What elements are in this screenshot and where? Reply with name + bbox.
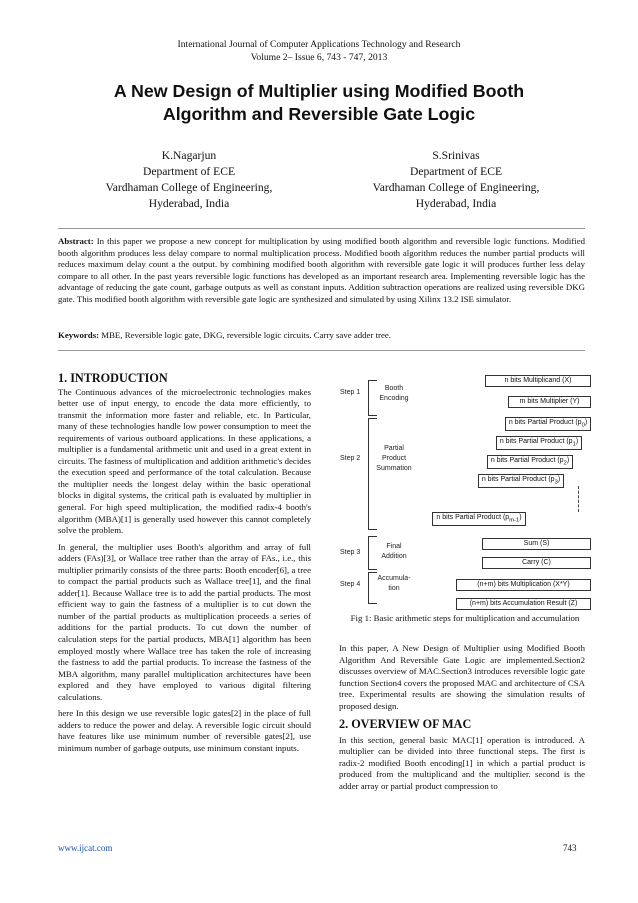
- keywords-text: MBE, Reversible logic gate, DKG, reversible logic circuits. Carry save adder tree.: [99, 330, 391, 340]
- journal-volume: Volume 2– Issue 6, 743 - 747, 2013: [250, 52, 388, 63]
- pp-suffix: ): [566, 457, 570, 464]
- paragraph: here In this design we use reversible logic gates[2] in the place of full adders to reduce the power and delay. A reversible logic circuit should have features like use minimum number of reversible gates[2], use minimum number of garbage outputs, use minimum constant inputs.: [58, 708, 311, 753]
- paragraph: In this section, general basic MAC[1] operation is introduced. A multiplier can be divided into three functional steps. The first is radix-2 modified Booth encoding[1] in which a partial product is produced from the multiplicand and the multiplier. second is the adder array or partial product compression to: [339, 734, 585, 792]
- step-label: Step 3: [340, 549, 361, 556]
- author-college: Vardhaman College of Engineering,: [105, 181, 273, 194]
- pp-sub: 2: [563, 460, 567, 467]
- continuation-dashes: [578, 486, 579, 512]
- partial-product-box-last: [432, 512, 526, 526]
- author-city: Hyderabad, India: [415, 197, 497, 210]
- author-1: [54, 148, 324, 212]
- keywords: [58, 330, 585, 342]
- stage-partial-product-summation: Partial Product Summation: [376, 445, 412, 472]
- sum-box: Sum (S): [482, 538, 591, 550]
- divider: [58, 228, 585, 229]
- section-heading-introduction: 1. INTRODUCTION: [58, 371, 168, 385]
- abstract-text: In this paper we propose a new concept for multiplication by using modified booth algorithm and reversible logic functions. Modified booth algorithm produces less delay compare to normal multiplication process. Modified booth algorithm reduces the number partial products will reduces maximum delay count a the output. by combining modified booth algorithm with reversible gate logic it will produces further less delay compare to all other. In the past years reversible logic functions has developed as an important research area. Implementing reversible logic has the advantage of reducing the gate count, garbage outputs as well as constant inputs. Addition subtraction operations are realized using reversible DKG gate. This modified booth algorithm with reversible gate logic are synthesized and simulated by using Xilinx 13.2 ISE simulator.: [58, 236, 585, 304]
- pp-sub: 0: [581, 422, 585, 429]
- partial-product-box-0: [505, 417, 591, 431]
- author-college: Vardhaman College of Engineering,: [372, 181, 540, 194]
- pp-prefix: n bits Partial Product (p: [490, 457, 564, 464]
- paper-title: [60, 80, 578, 126]
- footer-url[interactable]: www.ijcat.com: [58, 843, 113, 853]
- figure-1-diagram: [330, 368, 590, 608]
- pp-prefix: n bits Partial Product (p: [436, 514, 510, 521]
- bracket: [368, 418, 377, 530]
- pp-sub: m-1: [509, 517, 520, 524]
- author-city: Hyderabad, India: [148, 197, 230, 210]
- right-column: [339, 643, 585, 798]
- author-2: [321, 148, 591, 212]
- pp-prefix: n bits Partial Product (p: [499, 438, 573, 445]
- pp-sub: 3: [554, 479, 558, 486]
- figure-caption: Fig 1: Basic arithmetic steps for multiplication and accumulation: [350, 613, 580, 623]
- pp-prefix: n bits Partial Product (p: [508, 419, 582, 426]
- step-label: Step 4: [340, 581, 361, 588]
- partial-product-box-3: [478, 474, 564, 488]
- paper-title-line1: A New Design of Multiplier using Modified Booth: [113, 81, 525, 101]
- keywords-label: Keywords:: [58, 330, 100, 340]
- page-number: 743: [563, 843, 577, 853]
- multiplicand-box: n bits Multiplicand (X): [485, 375, 591, 387]
- step-label: Step 2: [340, 455, 361, 462]
- author-name: S.Srinivas: [432, 149, 480, 162]
- pp-suffix: ): [575, 438, 579, 445]
- paper-title-line2: Algorithm and Reversible Gate Logic: [162, 104, 476, 124]
- paragraph: In general, the multiplier uses Booth's algorithm and array of full adders (FAs)[3], or Wallace tree rather than the array of FAs., i.e., this multiplier primarily consists of the three parts: Booth encoder[6], a tree to compact the partial products such as Wallace tree[1], and the final adder[1]. Because Wallace tree is to add the partial products. The most efficient way to gain the fastness of a multiplier is to cut down the number of the partial products as multiplication proceeds a series of additions for the partial products. To cut down the number of calculation steps for the partial products, MBA[1] algorithm has been employed mostly where Wallace tree has taken the role of increasing the fastness to add the partial products. To increase the fastness of the MBA algorithm, many parallel multiplication architectures have been explored and they have employed to various digital filtering calculations.: [58, 541, 311, 702]
- divider: [58, 350, 585, 351]
- pp-prefix: n bits Partial Product (p: [481, 476, 555, 483]
- pp-suffix: ): [519, 514, 522, 521]
- journal-header: [0, 38, 638, 64]
- multiplier-box: m bits Multiplier (Y): [508, 396, 591, 408]
- journal-title: International Journal of Computer Applications Technology and Research: [177, 39, 461, 50]
- stage-final-addition: Final Addition: [381, 543, 407, 560]
- multiplication-result-box: (n+m) bits Multiplication (X*Y): [456, 579, 591, 591]
- pp-suffix: ): [557, 476, 561, 483]
- author-dept: Department of ECE: [142, 165, 236, 178]
- partial-product-box-1: [496, 436, 582, 450]
- stage-booth-encoding: Booth Encoding: [379, 385, 409, 402]
- author-name: K.Nagarjun: [161, 149, 217, 162]
- section-heading-overview: 2. OVERVIEW OF MAC: [339, 717, 472, 732]
- author-dept: Department of ECE: [409, 165, 503, 178]
- partial-product-box-2: [487, 455, 573, 469]
- carry-box: Carry (C): [482, 557, 591, 569]
- accumulation-result-box: (n+m) bits Accumulation Result (Z): [456, 598, 591, 610]
- paragraph: In this paper, A New Design of Multiplier using Modified Booth Algorithm And Reversible Gate Logic are implemented.Section2 discusses overview of MAC.Section3 introduces reversible logic gate function Section4 covers the proposed MAC and architecture of CSA tree. Experimental results are showing the simulation results of proposed design.: [339, 643, 585, 711]
- abstract-label: Abstract:: [58, 236, 94, 246]
- left-column: [58, 373, 311, 760]
- abstract: [58, 236, 585, 306]
- step-label: Step 1: [340, 389, 361, 396]
- pp-sub: 1: [572, 441, 576, 448]
- stage-accumulation: Accumula- tion: [377, 575, 411, 592]
- pp-suffix: ): [584, 419, 588, 426]
- paragraph: The Continuous advances of the microelectronic technologies makes better use of input energy, to encode the data more efficiently, to transmit the information more faster and reliable, etc. In Particular, many of these technologies handle low power consumption to meet the requirements of various outboard applications. In these applications, a multiplier is a fundamental arithmetic unit and used in a great extent in circuits. The fastness of multiplication and addition arithmetic's decides the execution speed and performance of the total calculation. Because the multiplier needs the longest delay within the basic operational blocks in digital systems, the critical path is evaluated by multiplier in general. For high speed multiplication, the modified radix-4 booth's algorithm (MBA)[1] is generally used however this cannot completely solve the problem.: [58, 386, 311, 536]
